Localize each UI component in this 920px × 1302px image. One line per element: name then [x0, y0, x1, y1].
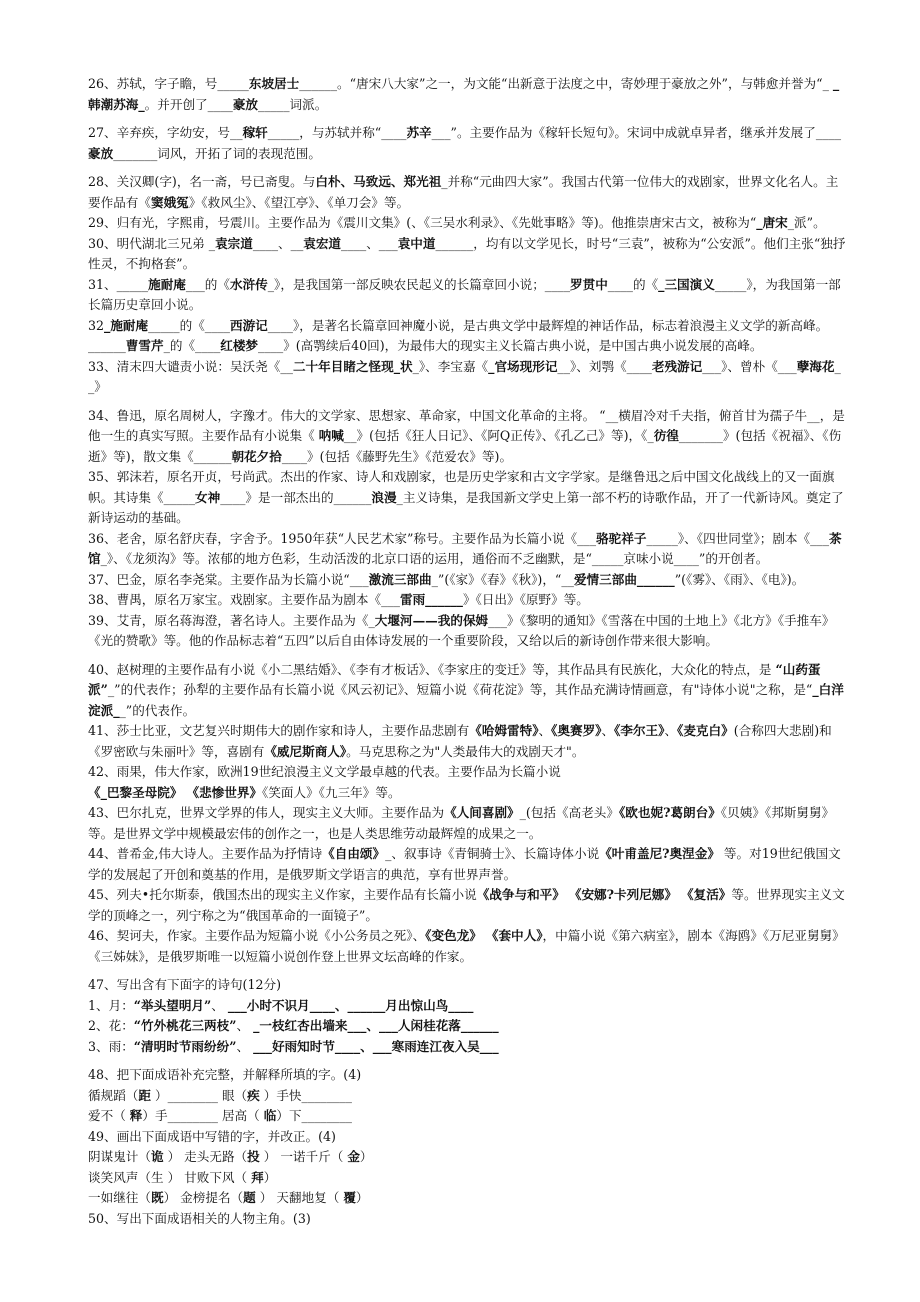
item-46-chekhov: 46、契诃夫，作家。主要作品为短篇小说《小公务员之死》、《变色龙》 《套中人》，中篇小说《第六病室》，剧本《海鸥》《万尼亚舅舅》《三姊妹》，是俄罗斯唯一以短篇小说创作登上世界文坛高峰的作家。: [88, 928, 845, 964]
item-27-xin-qiji: 27、辛弃疾，字幼安，号__稼轩_____，与苏轼并称“____苏辛___”。主要作品为《稼轩长短句》。宋词中成就卓异者，继承并发展了____豪放_______词风，开拓了词的表现范围。: [88, 125, 842, 161]
item-43-balzac: 43、巴尔扎克，世界文学界的伟人，现实主义大师。主要作品为《人间喜剧》_(包括《高老头》《欧也妮?葛朗台》《贝姨》《邦斯舅舅》等。是世界文学中规模最宏伟的创作之一，也是人类思维劳动最辉煌的成果之一。: [88, 805, 835, 841]
item-29-gui-youguang: 29、归有光，字熙甫，号震川。主要作品为《震川文集》(、《三吴水利录》、《先妣事略》等)。他推崇唐宋古文，被称为“_唐宋_派”。: [88, 215, 826, 230]
item-47-poem-heading: 47、写出含有下面字的诗句(12分): [88, 977, 282, 992]
item-36-lao-she: 36、老舍，原名舒庆春，字舍予。1950年获“人民艺术家”称号。主要作品为长篇小说《___骆驼祥子_____》、《四世同堂》；剧本《___茶馆_》、《龙须沟》等。浓郁的地方色彩，生动活泼的北京口语的运用，通俗而不乏幽默，是“_____京味小说____”的开创者。: [88, 530, 842, 566]
idiom-row-1: 循规蹈（距 ）________ 眼（疾 ）手快________: [88, 1087, 352, 1103]
document-page: [88, 74, 848, 1229]
item-32-xiyouji: 32_施耐庵_____的《____西游记____》，是著名长篇章回神魔小说，是古典文学中最辉煌的神话作品，标志着浪漫主义文学的新高峰。: [88, 317, 829, 333]
item-26-su-shi: 26、苏轼，字子瞻，号_____东坡居士______。“唐宋八大家”之一，为文能“出新意于法度之中，寄妙理于豪放之外”，与韩愈并誉为“_ _韩潮苏海_。并开创了____豪放_____词派。: [88, 76, 840, 112]
item-50-heading: 50、写出下面成语相关的人物主角。(3): [88, 1210, 311, 1226]
item-42-hugo-works: 《_巴黎圣母院》 《悲惨世界》《笑面人》《九三年》等。: [88, 784, 401, 800]
item-49-typo-heading: 49、画出下面成语中写错的字，并改正。(4): [88, 1128, 336, 1144]
poem-line-rain: 3、雨：“清明时节雨纷纷”、 ___好雨知时节____、___寒雨连江夜入吴___: [88, 1038, 499, 1054]
item-48-idiom-heading: 48、把下面成语补充完整，并解释所填的字。(4): [88, 1067, 362, 1082]
poem-line-moon: 1、月：“举头望明月”、 ___小时不识月____、______月出惊山鸟____: [88, 997, 474, 1013]
item-30-san-yuan: 30、明代湖北三兄弟 _袁宗道____、__袁宏道____、___袁中道______，均有以文学见长，时号“三袁”，被称为“公安派”。他们主张“独抒性灵，不拘格套”。: [88, 235, 846, 271]
item-38-cao-yu: 38、曹禺，原名万家宝。戏剧家。主要作品为剧本《___雷雨______》《日出》《原野》等。: [88, 592, 589, 607]
item-40-zhao-shuli: 40、赵树理的主要作品有小说《小二黑结婚》、《李有才板话》、《李家庄的变迁》等，其作品具有民族化，大众化的特点，是 “山药蛋派”_”的代表作；孙犁的主要作品有长篇小说《风云初记》、短篇小说《荷花淀》等，其作品充满诗情画意，有"诗体小说"之称，是“_白洋淀派__”的代表作。: [88, 661, 844, 718]
typo-row-1: 阴谋鬼计（诡 ） 走头无路（投 ） 一诺千斤（ 金）: [88, 1149, 373, 1164]
item-42-hugo: 42、雨果，伟大作家，欧洲19世纪浪漫主义文学最卓越的代表。主要作品为长篇小说: [88, 764, 561, 779]
item-39-ai-qing: 39、艾青，原名蒋海澄，著名诗人。主要作品为《_大堰河——我的保姆___》《黎明的通知》《雪落在中国的土地上》《北方》《手推车》《光的赞歌》等。他的作品标志着“五四”以后自由体诗发展的一个重要阶段，又给以后的新诗创作带来很大影响。: [88, 612, 835, 648]
item-28-guan-hanqing: 28、关汉卿(字)，名一斋，号已斋叟。与白朴、马致远、郑光祖_并称“元曲四大家”。我国古代第一位伟大的戏剧家，世界文化名人。主要作品有《窦娥冤》《救风尘》、《望江亭》、《单刀会》等。: [88, 174, 839, 210]
item-45-tolstoy: 45、列夫•托尔斯泰，俄国杰出的现实主义作家，主要作品有长篇小说《战争与和平》 《安娜?卡列尼娜》 《复活》等。世界现实主义文学的顶峰之一，列宁称之为“俄国革命的一面镜子”。: [88, 887, 845, 923]
item-31-shuihu: 31、_____施耐庵___的《水浒传_》，是我国第一部反映农民起义的长篇章回小说；____罗贯中____的《_三国演义_____》，为我国第一部长篇历史章回小说。: [88, 276, 841, 312]
item-41-shakespeare: 41、莎士比亚，文艺复兴时期伟大的剧作家和诗人，主要作品悲剧有《哈姆雷特》、《奥赛罗》、《李尔王》、《麦克白》(合称四大悲剧)和《罗密欧与朱丽叶》等，喜剧有《威尼斯商人》。马克思称之为"人类最伟大的戏剧天才"。: [88, 723, 832, 759]
idiom-row-2: 爱不（ 释）手________ 居高（ 临）下________: [88, 1108, 352, 1123]
item-37-ba-jin: 37、巴金，原名李尧棠。主要作品为长篇小说“___激流三部曲_”(《家》《春》《秋》)，“__爱情三部曲______”(《雾》、《雨》、《电》)。: [88, 571, 805, 587]
item-44-pushkin: 44、普希金,伟大诗人。主要作品为抒情诗《自由颂》_、叙事诗《青铜骑士》、长篇诗体小说《叶甫盖尼?奥涅金》 等。对19世纪俄国文学的发展起了开创和奠基的作用，是俄罗斯文学语言的典范，享有世界声誉。: [88, 846, 841, 882]
poem-line-flower: 2、花：“竹外桃花三两枝”、 _一枝红杏出墙来___、___人闲桂花落______: [88, 1018, 499, 1033]
item-33-qianze-xiaoshuo: 33、清末四大谴责小说：吴沃尧《__二十年目睹之怪现_状_》、李宝嘉《_官场现形记__》、刘鹗《____老残游记___》、曾朴《___孽海花__》: [88, 358, 841, 394]
typo-row-2: 谈笑风声（生 ） 甘败下风（ 拜）: [88, 1169, 277, 1185]
item-34-lu-xun: 34、鲁迅，原名周树人，字豫才。伟大的文学家、思想家、革命家，中国文化革命的主将。 “__横眉冷对千夫指，俯首甘为孺子牛__，是他一生的真实写照。主要作品有小说集《 呐喊__》(包括《狂人日记》、《阿Q正传》、《孔乙己》等)，《_彷徨_______》(包括《祝福》、《伤逝》等)，散文集《______朝花夕拾____》(包括《藤野先生》《范爱农》等)。: [88, 407, 845, 464]
item-32-hongloumeng: ______曹雪芹_的《____红楼梦____》(高鹗续后40回)，为最伟大的现实主义长篇古典小说，是中国古典小说发展的高峰。: [88, 338, 763, 353]
typo-row-3: 一如继往（既） 金榜提名（题 ） 天翻地复（ 覆）: [88, 1190, 369, 1205]
item-35-guo-moruo: 35、郭沫若，原名开贞，号尚武。杰出的作家、诗人和戏剧家，也是历史学家和古文字学家。是继鲁迅之后中国文化战线上的又一面旗帜。其诗集《_____女神____》是一部杰出的______浪漫_主义诗集，是我国新文学史上第一部不朽的诗歌作品，开了一代新诗风。奠定了新诗运动的基础。: [88, 469, 844, 525]
